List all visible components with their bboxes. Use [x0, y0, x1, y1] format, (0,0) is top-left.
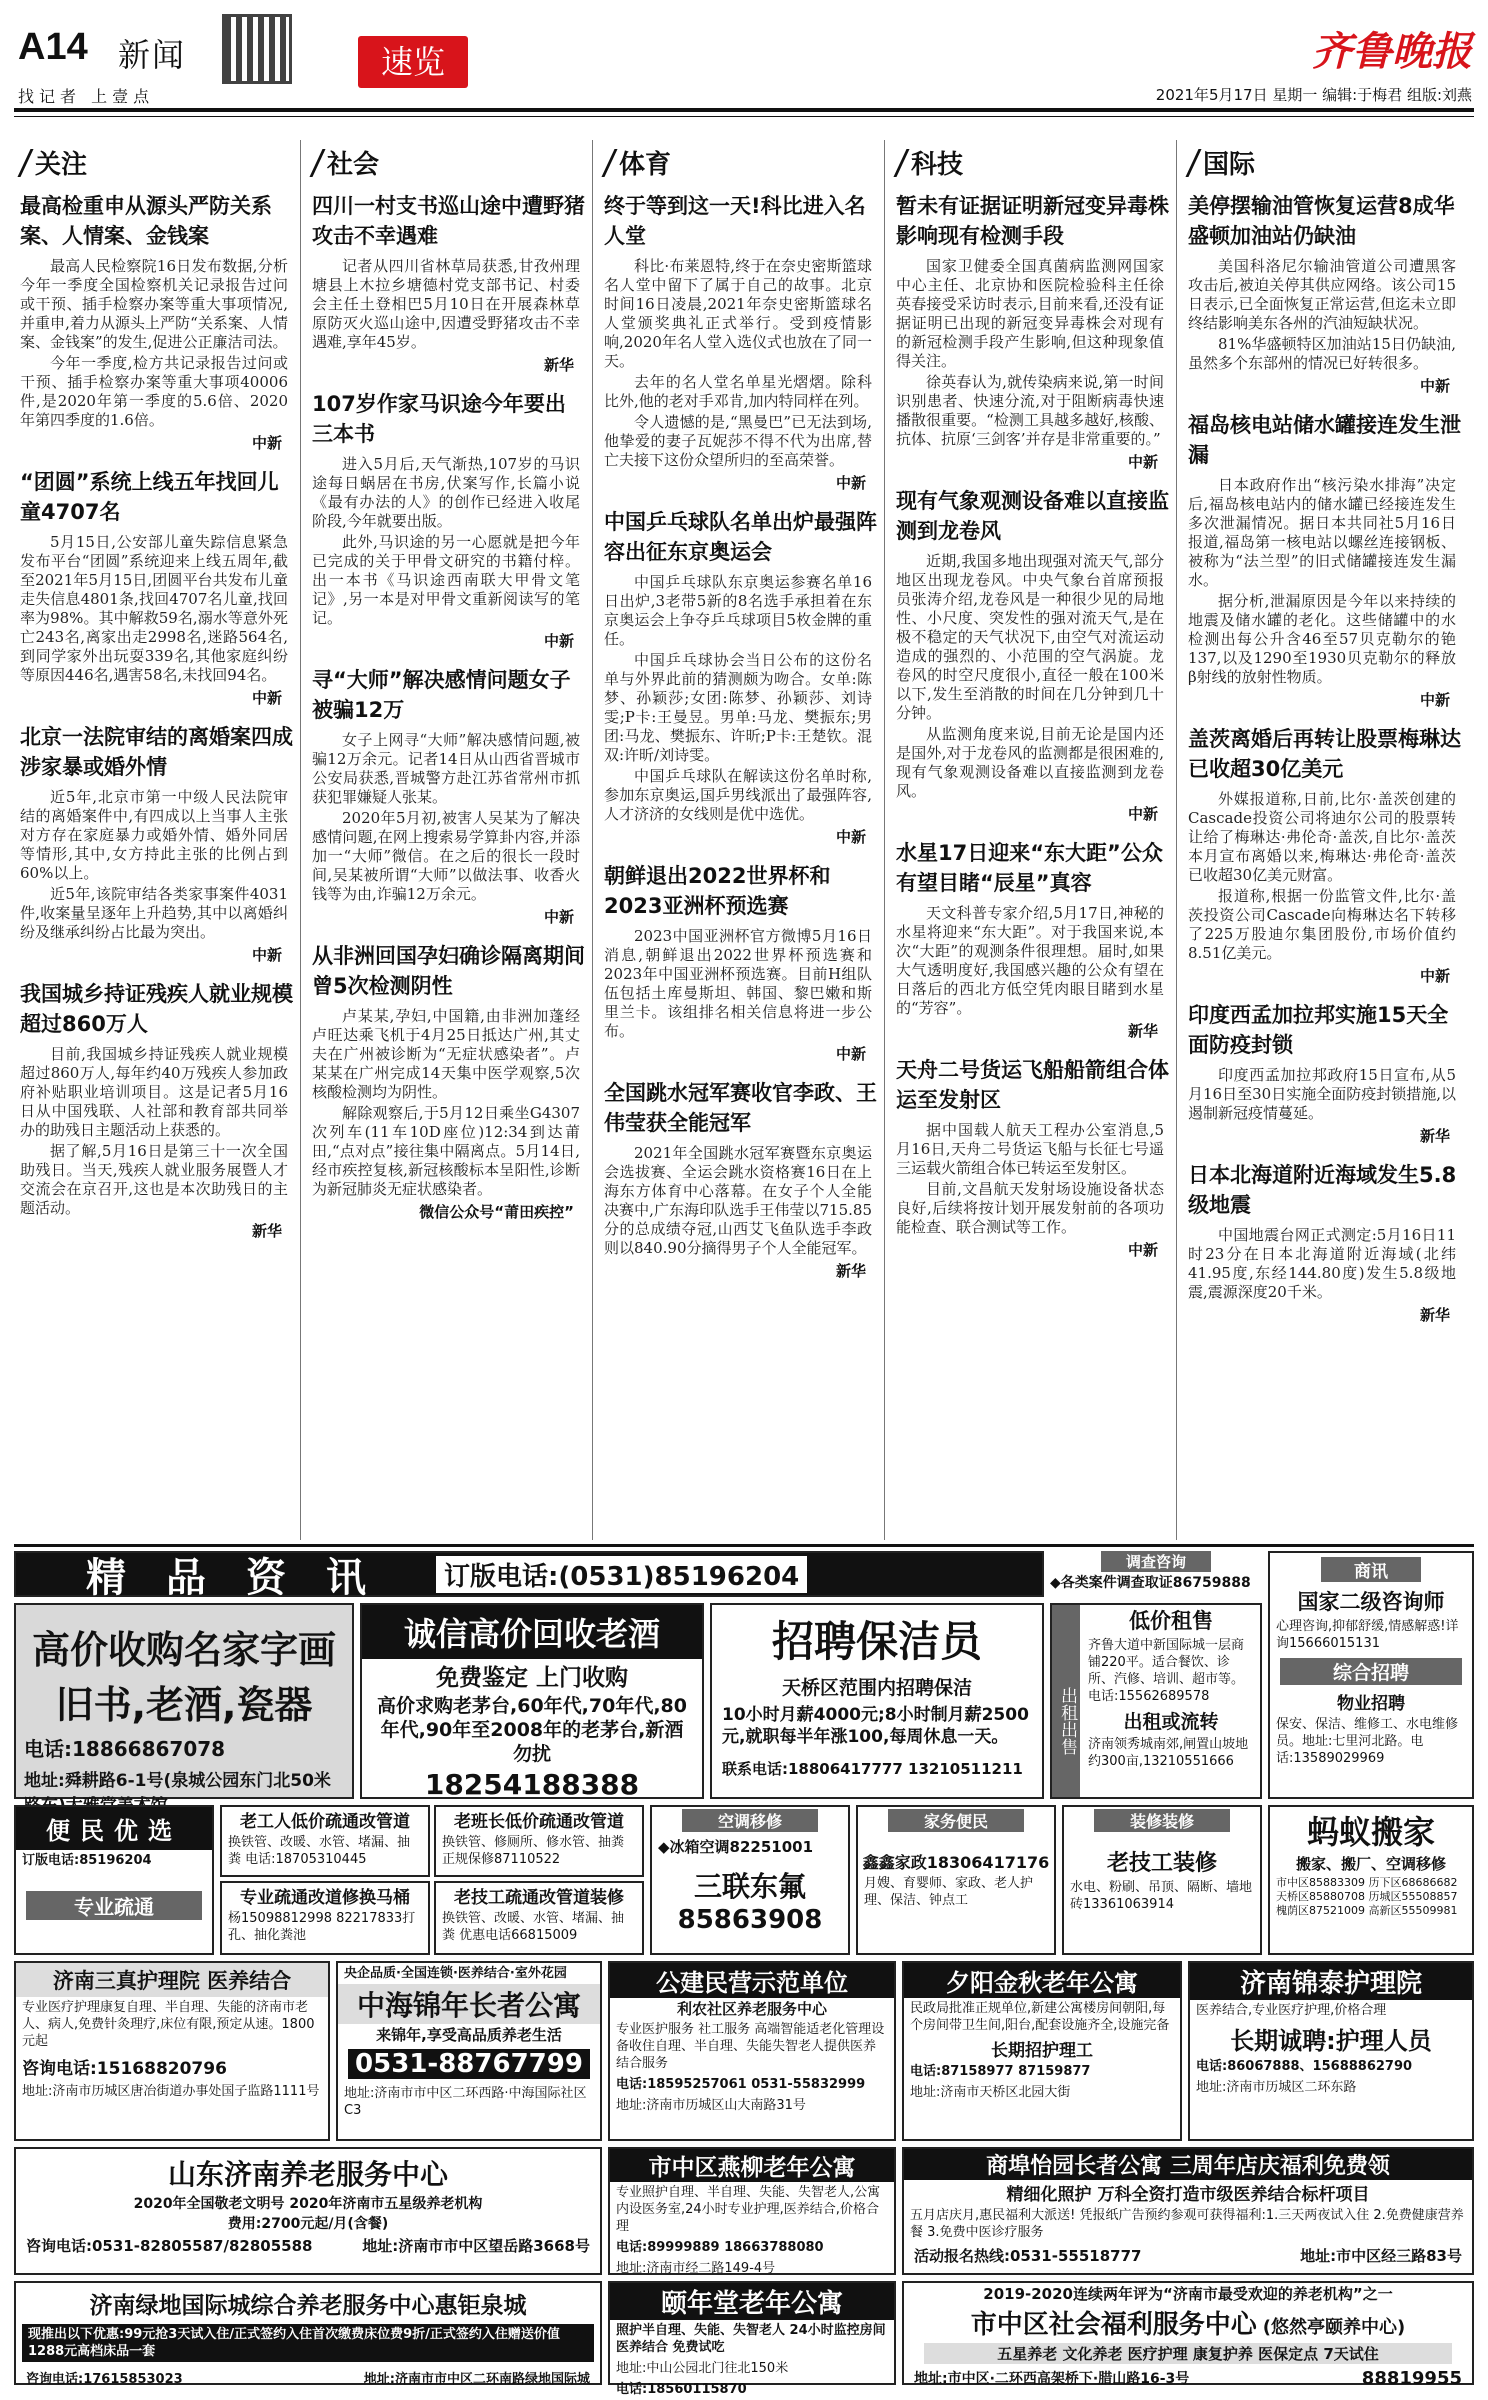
article-paragraph: 近期,我国多地出现强对流天气,部分地区出现龙卷风。中央气象台首席预报员张涛介绍,龙卷风是一种很少见的局地性、小尺度、突发性的强对流天气,是在极不稳定的天气状况下,由空气对流运动造成的强烈的、小范围的空气涡旋。龙卷风的时空尺度很小,直径一般在100米以下,发生至消散的时间在几分钟到几十分钟。 [896, 552, 1164, 722]
article-source: 中新 [1127, 1241, 1158, 1259]
column-category [1192, 144, 1462, 181]
article-paragraph: 据中国载人航天工程办公室消息,5月16日,天舟二号货运飞船与长征七号遥三运载火箭组合体已转运至发射区。 [896, 1121, 1164, 1177]
ad-phone: 联系电话:18806417777 13210511211 [722, 1760, 1023, 1778]
news-columns [14, 122, 1474, 1540]
article-headline[interactable]: 最高检重申从源头严防关系案、人情案、金钱案 [20, 194, 272, 248]
column-divider [1176, 140, 1177, 1540]
article-paragraph: 此外,马识途的另一心愿就是把今年已完成的关于甲骨文研究的书籍付梓。出一本书《马识途西南联大甲骨文笔记》,另一本是对甲骨文重新阅读写的笔记。 [312, 533, 580, 627]
ad-body: 换铁管、改暖、水管、堵漏、抽粪 电话:18705310445 [228, 1835, 411, 1867]
article-source: 中新 [835, 474, 866, 492]
ad-subtitle: 央企品质·全国连锁·医养结合·室外花园 [344, 1966, 567, 1981]
ad-linong [608, 1961, 896, 2141]
column-divider [592, 140, 593, 1540]
ad-phone: 85863908 [677, 1905, 823, 1935]
article-headline[interactable]: 北京一法院审结的离婚案四成涉家暴或婚外情 [20, 725, 293, 779]
ad-subtitle: 精细化照护 万科全资打造市级医养结合标杆项目 [1006, 2185, 1370, 2205]
ad-phone: 电话:89999889 18663788080 [616, 2240, 824, 2255]
article-source: 中新 [1419, 691, 1450, 709]
ad-title: 国家二级咨询师 [1297, 1590, 1445, 1614]
column-category [316, 144, 586, 181]
ad-title: 济南三真护理院 医养结合 [16, 1963, 328, 1997]
article-source: 新华 [1419, 1306, 1450, 1324]
category-slash-icon [17, 149, 33, 177]
ad-title: 中海锦年长者公寓 [338, 1984, 600, 2024]
article-headline[interactable]: 我国城乡持证残疾人就业规模超过860万人 [20, 982, 293, 1036]
ad-tag: 装修装修 [1094, 1809, 1230, 1832]
ad-jinan-elderly [14, 2147, 602, 2275]
ad-phone: 咨询电话:15168820796 [22, 2059, 227, 2079]
ad-name: 三联东氟 [693, 1870, 806, 1903]
ad-body: 2020年全国敬老文明号 2020年济南市五星级养老机构 [133, 2196, 483, 2212]
ad-body: 月嫂、育婴师、家政、老人护理、保洁、钟点工 [864, 1876, 1034, 1908]
ad-plumbing-1 [220, 1805, 430, 1877]
ad-body: 医养结合,专业医疗护理,价格合理 [1196, 2003, 1387, 2018]
column-category [608, 144, 878, 181]
article-paragraph: 记者从四川省林草局获悉,甘孜州理塘县上木拉乡塘德村党支部书记、村委会主任土登相巴5月10日在开展森林草原防灭火巡山途中,因遭受野猪攻击不幸遇难,享年45岁。 [312, 257, 580, 351]
article-paragraph: 中国地震台网正式测定:5月16日11时23分在日本北海道附近海域(北纬41.95度,东经144.80度)发生5.8级地震,震源深度20千米。 [1188, 1226, 1456, 1301]
ad-address: 地址:中山公园北门往北150米 [616, 2361, 789, 2376]
article-paragraph: 近5年,北京市第一中级人民法院审结的离婚案件中,有四成以上当事人主张对方存在家庭暴力或婚外情、婚外同居等情形,其中,女方持此主张的比例占到60%以上。 [20, 788, 288, 882]
ad-title: 便民优选 [16, 1807, 212, 1850]
category-label: 国际 [1203, 150, 1256, 180]
ad-phone: 电话:87158977 87159877 [910, 2064, 1091, 2079]
ad-line: 长期诚聘:护理人员 [1230, 2027, 1432, 2055]
article-paragraph: 今年一季度,检方共记录报告过问或干预、插手检察办案等重大事项40006件,是2020年第一季度的5.6倍、2020年第四季度的1.6倍。 [20, 354, 288, 429]
ad-moving [1268, 1805, 1474, 1955]
ad-plumbing-4 [434, 1881, 644, 1955]
ad-body: 杨15098812998 82217833打孔、抽化粪池 [228, 1911, 416, 1943]
ad-subtitle: 物业招聘 [1337, 1694, 1405, 1714]
ad-phone: 咨询电话:17615853023 [26, 2372, 183, 2387]
ad-title: 专业疏通改道修换马桶 [240, 1888, 410, 1908]
article-paragraph: 2020年5月初,被害人吴某为了解决感情问题,在网上搜索易学算卦内容,并添加一“大师”微信。在之后的很长一段时间,吴某被所谓“大师”以做法事、收香火钱等为由,诈骗12万余元。 [312, 809, 580, 903]
ad-body: 高价求购老茅台,60年代,70年代,80年代,90年至2008年的老茅台,新酒勿扰 [377, 1695, 687, 1765]
article-paragraph: 从监测角度来说,目前无论是国内还是国外,对于龙卷风的监测都是很困难的,现有气象观测设备难以直接监测到龙卷风。 [896, 725, 1164, 800]
article-headline[interactable]: 印度西孟加拉邦实施15天全面防疫封锁 [1188, 1003, 1449, 1057]
qr-code-icon [222, 14, 292, 84]
article-paragraph: 据分析,泄漏原因是今年以来持续的地震及储水罐的老化。这些储罐中的水检测出每公升含46至57贝克勒尔的铯137,以及1290至1930贝克勒尔的释放β射线的放射性物质。 [1188, 592, 1456, 686]
ad-renovation [1062, 1805, 1262, 1955]
ad-lvdi [14, 2281, 602, 2385]
article-paragraph: 2021年全国跳水冠军赛暨东京奥运会选拔赛、全运会跳水资格赛16日在上海东方体育中心落幕。在女子个人全能决赛中,广东海印队选手王伟莹以715.85分的总成绩夺冠,山西艾飞鱼队选手李政则以840.90分摘得男子个人全能冠军。 [604, 1144, 872, 1257]
article-headline[interactable]: 朝鲜退出2022世界杯和2023亚洲杯预选赛 [604, 864, 831, 918]
ad-address: 地址:市中区·二环西高架桥下·腊山路16-3号 [914, 2371, 1190, 2387]
column-category [900, 144, 1170, 181]
article-paragraph: 进入5月后,天气渐热,107岁的马识途每日蜗居在书房,伏案写作,长篇小说《最有办法的人》的创作已经进入收尾阶段,今年就要出版。 [312, 455, 580, 530]
ad-nursing-sanzhen [14, 1961, 330, 2141]
ad-body: 现推出以下优惠:99元抢3天试入住/正式签约入住首次缴费床位费9折/正式签约入住赠送价值1288元高档床品一套 [22, 2324, 594, 2362]
ad-plumbing-2 [434, 1805, 644, 1877]
ad-line: ◆冰箱空调82251001 [658, 1838, 814, 1856]
ad-address: 地址:济南市天桥区北园大街 [910, 2085, 1071, 2100]
ad-body: 齐鲁大道中新国际城一层商铺220平。适合餐饮、诊所、汽修、培训、超市等。电话:15562689578 [1088, 1638, 1245, 1704]
newspaper-logo: 齐鲁晚报 [1312, 28, 1472, 75]
article-paragraph: 5月15日,公安部儿童失踪信息紧急发布平台“团圆”系统迎来上线五周年,截至2021年5月15日,团圆平台共发布儿童走失信息4801条,找回4707名儿童,找回率为98%。其中解救59名,溺水等意外死亡243名,离家出走2998名,迷路564名,到同学家外出玩耍339名,其他家庭纠纷等原因446名,遇害58名,未找回94名。 [20, 533, 288, 684]
ad-title: 颐年堂老年公寓 [610, 2283, 894, 2320]
ad-title: 济南绿地国际城综合养老服务中心惠钜泉城 [89, 2293, 527, 2319]
ad-title: 市中区社会福利服务中心 [970, 2310, 1257, 2340]
article-headline[interactable]: 四川一村支书巡山途中遭野猪攻击不幸遇难 [312, 194, 585, 248]
news-column [1182, 122, 1462, 1540]
ad-tag: 空调移修 [682, 1809, 818, 1832]
ad-phone: 18254188388 [424, 1768, 640, 1801]
ad-address: 地址:济南市历城区山大南路31号 [616, 2098, 806, 2113]
article-source: 新华 [835, 1262, 866, 1280]
ad-body: 水电、粉刷、吊顶、隔断、墙地砖13361063914 [1070, 1880, 1253, 1912]
ad-phone: 88819955 [1361, 2368, 1462, 2389]
article-paragraph: 2023中国亚洲杯官方微博5月16日消息,朝鲜退出2022世界杯预选赛和2023年中国亚洲杯预选赛。目前H组队伍包括土库曼斯坦、韩国、黎巴嫩和斯里兰卡。该组排名相关信息将进一步公布。 [604, 927, 872, 1040]
category-label: 科技 [911, 150, 964, 180]
ad-body: 换铁管、修厕所、修水管、抽粪正规保修87110522 [442, 1835, 625, 1867]
article-headline[interactable]: 中国乒乓球队名单出炉最强阵容出征东京奥运会 [604, 510, 877, 564]
category-slash-icon [309, 149, 325, 177]
article-source: 中新 [251, 689, 282, 707]
ad-body: 济南领秀城南郊,闸置山坡地约300亩,13210551666 [1088, 1737, 1249, 1769]
section-name: 新闻 [118, 36, 187, 74]
ad-title: 老技工疏通改管道装修 [454, 1888, 624, 1908]
article-source: 新华 [251, 1222, 282, 1240]
ad-banner [14, 1551, 1044, 1601]
news-column [14, 122, 294, 1540]
ad-phone: 活动报名热线:0531-55518777 [914, 2247, 1142, 2265]
article-paragraph: 目前,我国城乡持证残疾人就业规模超过860万人,每年约40万残疾人参加政府补贴职业培训项目。这是记者5月16日从中国残联、人社部和教育部共同举办的助残日主题活动上获悉的。 [20, 1045, 288, 1139]
article-paragraph: 科比·布莱恩特,终于在奈史密斯篮球名人堂中留下了属于自己的故事。北京时间16日凌晨,2021年奈史密斯篮球名人堂颁奖典礼正式举行。受到疫情影响,2020年名人堂入选仪式也放在了同一天。 [604, 257, 872, 370]
ad-calligraphy [14, 1603, 354, 1799]
ad-address: 地址:市中区经三路83号 [1300, 2247, 1462, 2265]
ad-address: 地址:济南市市中区望岳路3668号 [362, 2237, 590, 2255]
ad-recruit [710, 1603, 1044, 1799]
ad-subtitle: (悠然亭颐养中心) [1262, 2317, 1406, 2338]
article-source: 中新 [251, 434, 282, 452]
ad-consulting [1268, 1551, 1474, 1799]
column-category [24, 144, 294, 181]
banner-title: 精品资讯 [86, 1554, 406, 1601]
news-column [890, 122, 1170, 1540]
ad-address: 地址:济南市历城区二环东路 [1196, 2080, 1357, 2095]
ad-body: 来锦年,享受高品质养老生活 [376, 2026, 562, 2044]
ad-zhonghai [336, 1961, 602, 2141]
ad-title: 高价收购名家字画 [31, 1628, 336, 1672]
article-paragraph: 天文科普专家介绍,5月17日,神秘的水星将迎来“东大距”。对于我国来说,本次“大距”的观测条件很理想。届时,如果大气透明度好,我国感兴趣的公众有望在日落后的西北方低空凭肉眼目睹到水星的“芳容”。 [896, 904, 1164, 1017]
ad-xiyang [902, 1961, 1182, 2141]
header-rule-thin [14, 116, 1474, 117]
issue-meta: 2021年5月17日 星期一 编辑:于梅君 组版:刘燕 [1155, 86, 1472, 104]
ad-subtitle: 旧书,老酒,瓷器 [55, 1683, 313, 1727]
ad-address: 地址:济南市市中区二环南路绿地国际城 [363, 2372, 590, 2387]
article-headline[interactable]: 现有气象观测设备难以直接监测到龙卷风 [896, 489, 1169, 543]
article-headline[interactable]: 福岛核电站储水罐接连发生泄漏 [1188, 413, 1461, 467]
ad-address: 地址:济南市历城区唐冶街道办事处国子监路1111号 [22, 2084, 320, 2099]
article-paragraph: 国家卫健委全国真菌病监测网国家中心主任、北京协和医院检验科主任徐英春接受采访时表示,目前来看,还没有证据证明已出现的新冠变异毒株会对现有的新冠检测手段产生影响,但这种现象值得关注。 [896, 257, 1164, 370]
ad-yinian [608, 2281, 896, 2397]
article-source: 微信公众号“莆田疾控” [419, 1203, 574, 1221]
article-source: 中新 [835, 828, 866, 846]
ad-body: 专业医疗护理康复自理、半自理、失能的济南市老人、病人,免费针灸理疗,床位有限,预定从速。1800元起 [22, 2000, 315, 2049]
ad-phone: 电话:18595257061 0531-55832999 [616, 2077, 866, 2092]
article-source: 中新 [543, 632, 574, 650]
banner-phone: 订版电话:(0531)85196204 [436, 1556, 807, 1593]
category-label: 社会 [327, 150, 380, 180]
ad-body: 市中区85883309 历下区68686682 天桥区85880708 历城区55508857 槐荫区87521009 高新区55509981 [1276, 1876, 1458, 1917]
ad-subtitle: 天桥区范围内招聘保洁 [781, 1677, 972, 1699]
ad-body: 搬家、搬厂、空调移修 [1295, 1855, 1446, 1873]
article-source: 中新 [1127, 453, 1158, 471]
ad-housekeeping [856, 1805, 1056, 1955]
article-paragraph: 最高人民检察院16日发布数据,分析今年一季度全国检察机关记录报告过问或干预、插手检察办案等重大事项情况,并重申,着力从源头上严防“关系案、人情案、金钱案”的发生,促进公正廉洁司法。 [20, 257, 288, 351]
article-headline[interactable]: 暂未有证据证明新冠变异毒株影响现有检测手段 [896, 194, 1169, 248]
article-paragraph: 解除观察后,于5月12日乘坐G4307次列车(11车10D座位)12:34到达莆田,“点对点”接往集中隔离点。5月14日,经市疾控复核,新冠核酸标本呈阳性,诊断为新冠肺炎无症状感染者。 [312, 1104, 580, 1198]
article-headline[interactable]: 日本北海道附近海域发生5.8级地震 [1188, 1163, 1457, 1217]
ad-plumbing-3 [220, 1881, 430, 1955]
ad-aircon [650, 1805, 850, 1955]
ad-shangbu [902, 2147, 1474, 2275]
ad-title: 山东济南养老服务中心 [167, 2158, 448, 2191]
article-paragraph: 女子上网寻“大师”解决感情问题,被骗12万余元。记者14日从山西省晋城市公安局获悉,晋城警方赴江苏省常州市抓获犯罪嫌疑人张某。 [312, 731, 580, 806]
article-paragraph: 外媒报道称,日前,比尔·盖茨创建的Cascade投资公司将迪尔公司的股票转让给了梅琳达·弗伦奇·盖茨,自比尔·盖茨本月宣布离婚以来,梅琳达·弗伦奇·盖茨已收超30亿美元财富。 [1188, 790, 1456, 884]
article-paragraph: 卢某某,孕妇,中国籍,由非洲加蓬经卢旺达乘飞机于4月25日抵达广州,其丈夫在广州被诊断为“无症状感染者”。卢某某在广州完成14天集中医学观察,5次核酸检测均为阴性。 [312, 1007, 580, 1101]
ad-yanliu [608, 2147, 896, 2275]
article-headline[interactable]: 107岁作家马识途今年要出三本书 [312, 392, 566, 446]
ad-rental [1050, 1603, 1262, 1799]
article-source: 新华 [1419, 1127, 1450, 1145]
ad-address: 地址:舜耕路6-1号(泉城公园东门北50米 [24, 1771, 331, 1791]
ad-title: 夕阳金秋老年公寓 [904, 1963, 1180, 1998]
ad-subtitle: 免费鉴定 上门收购 [435, 1665, 628, 1691]
ad-title: 市中区燕柳老年公寓 [610, 2149, 894, 2182]
article-paragraph: 徐英春认为,就传染病来说,第一时间识别患者、快速分流,对于阻断病毒快速播散很重要。“检测工具越多越好,核酸、抗体、抗原‘三剑客’并存是非常重要的。” [896, 373, 1164, 448]
ad-price: 费用:2700元起/月(含餐) [227, 2216, 389, 2232]
ad-title: 商埠怡园长者公寓 三周年店庆福利免费领 [904, 2149, 1472, 2180]
ad-title: 老工人低价疏通改管道 [240, 1812, 410, 1832]
ad-name: 老技工装修 [1106, 1851, 1217, 1876]
article-headline[interactable]: 美停摆输油管恢复运营8成华盛顿加油站仍缺油 [1188, 194, 1455, 248]
article-source: 中新 [543, 908, 574, 926]
ad-tag: 出租出售 [1052, 1605, 1080, 1797]
ad-body: 五星养老 文化养老 医疗护理 康复护养 医保定点 7天试住 [924, 2343, 1452, 2364]
article-headline[interactable]: “团圆”系统上线五年找回儿童4707名 [20, 470, 279, 524]
article-source: 新华 [1127, 1022, 1158, 1040]
article-paragraph: 美国科洛尼尔输油管道公司遭黑客攻击后,被迫关停其供应网络。该公司15日表示,已全面恢复正常运营,但迄未立即终结影响美东各州的汽油短缺状况。 [1188, 257, 1456, 332]
article-headline[interactable]: 终于等到这一天!科比进入名人堂 [604, 194, 866, 248]
ad-phone: 电话:86067888、15688862790 [1196, 2059, 1413, 2074]
ad-jintai [1188, 1961, 1474, 2141]
article-paragraph: 据了解,5月16日是第三十一次全国助残日。当天,残疾人就业服务展暨人才交流会在京召开,这也是本次助残日的主题活动。 [20, 1142, 288, 1217]
ad-subtitle: 利农社区养老服务中心 [676, 2000, 827, 2018]
ad-phone: 咨询电话:0531-82805587/82805588 [26, 2237, 313, 2255]
ad-address: 地址:济南市经二路149-4号 [616, 2261, 776, 2276]
ad-tag: 调查咨询 [1101, 1551, 1211, 1572]
article-headline[interactable]: 水星17日迎来“东大距”公众有望目睹“辰星”真容 [896, 841, 1163, 895]
column-divider [884, 140, 885, 1540]
ad-address: 地址:济南市市中区二环西路·中海国际社区C3 [344, 2086, 587, 2118]
ad-body: 换铁管、改暖、水管、堵漏、抽粪 优惠电话66815009 [442, 1911, 625, 1943]
article-source: 新华 [543, 356, 574, 374]
ad-tag: 商讯 [1321, 1557, 1421, 1582]
ad-body: 心理咨询,抑郁舒缓,情感解惑!详询15666015131 [1276, 1619, 1459, 1651]
ad-title: 济南锦泰护理院 [1190, 1963, 1472, 2000]
ad-investigation [1050, 1551, 1262, 1599]
article-source: 中新 [1419, 967, 1450, 985]
news-column [598, 122, 878, 1540]
ad-tag: 家务便民 [888, 1809, 1024, 1832]
ad-body: 专业医护服务 社工服务 高端智能适老化管理设备收住自理、半自理、失能失智老人提供医养结合服务 [616, 2022, 885, 2071]
article-paragraph: 去年的名人堂名单星光熠熠。除科比外,他的老对手邓肯,加内特同样在列。 [604, 373, 872, 410]
header-rule [14, 108, 1474, 112]
ad-liquor [360, 1603, 704, 1799]
ad-body: 五月店庆月,惠民福利大派送! 凭报纸广告预约参观可获得福利:1.三天两夜试入住 2.免费健康营养餐 3.免费中医诊疗服务 [910, 2208, 1464, 2240]
article-paragraph: 81%华盛顿特区加油站15日仍缺油,虽然多个东部州的情况已好转很多。 [1188, 335, 1456, 372]
article-paragraph: 印度西孟加拉邦政府15日宣布,从5月16日至30日实施全面防疫封锁措施,以遏制新冠疫情蔓延。 [1188, 1066, 1456, 1122]
section-tag: 速览 [358, 36, 468, 88]
ad-subtitle: 出租或流转 [1123, 1711, 1219, 1733]
ad-tag: 专业疏通 [26, 1891, 202, 1920]
page-number: A14 [18, 26, 88, 68]
article-source: 中新 [1127, 805, 1158, 823]
ad-shizhong-welfare [902, 2281, 1474, 2389]
ad-line: ◆各类案件调查取证86759888 [1050, 1575, 1251, 1591]
ad-convenience [14, 1805, 214, 1955]
article-paragraph: 令人遗憾的是,“黑曼巴”已无法到场,他挚爱的妻子瓦妮莎不得不代为出席,替亡夫接下这份众望所归的至高荣誉。 [604, 413, 872, 469]
category-slash-icon [893, 149, 909, 177]
ad-body: 保安、保洁、维修工、水电维修员。地址:七里河北路。电话:13589029969 [1276, 1717, 1459, 1766]
ad-phone: 电话:18560115870 [616, 2382, 747, 2397]
ad-title: 低价租售 [1129, 1609, 1213, 1633]
column-divider [300, 140, 301, 1540]
article-paragraph: 中国乒乓球队东京奥运参赛名单16日出炉,3老带5新的8名选手承担着在东京奥运会上争夺乒乓球项目5枚金牌的重任。 [604, 573, 872, 648]
article-headline[interactable]: 天舟二号货运飞船船箭组合体运至发射区 [896, 1058, 1169, 1112]
ad-name: 鑫鑫家政18306417176 [862, 1853, 1050, 1872]
article-paragraph: 目前,文昌航天发射场设施设备状态良好,后续将按计划开展发射前的各项功能检查、联合测试等工作。 [896, 1180, 1164, 1236]
ad-title: 老班长低价疏通改管道 [454, 1812, 624, 1832]
ad-body: 10小时月薪4000元;8小时制月薪2500元,就职每半年涨100,每周休息一天。 [722, 1705, 1029, 1747]
article-headline[interactable]: 从非洲回国孕妇确诊隔离期间曾5次检测阴性 [312, 944, 585, 998]
article-paragraph: 报道称,根据一份监管文件,比尔·盖茨投资公司Cascade向梅琳达名下转移了225万股迪尔集团股份,市场价值约8.51亿美元。 [1188, 887, 1456, 962]
article-paragraph: 日本政府作出“核污染水排海”决定后,福岛核电站内的储水罐已经接连发生多次泄漏情况。据日本共同社5月16日报道,福岛第一核电站以螺丝连接钢板、被称为“法兰型”的旧式储罐接连发生漏水。 [1188, 476, 1456, 589]
ad-phone: 电话:18866867078 [24, 1737, 226, 1761]
ad-title: 诚信高价回收老酒 [362, 1605, 702, 1659]
news-column [306, 122, 586, 1540]
article-headline[interactable]: 全国跳水冠军赛收官李政、王伟莹获全能冠军 [604, 1081, 877, 1135]
page-header [0, 0, 1488, 118]
ad-section [14, 1544, 1474, 2397]
article-paragraph: 近5年,该院审结各类家事案件4031件,收案量呈逐年上升趋势,其中以离婚纠纷及继承纠纷占比最为突出。 [20, 885, 288, 941]
ad-line: 长期招护理工 [991, 2041, 1093, 2061]
ad-title: 综合招聘 [1280, 1658, 1462, 1685]
ad-title: 招聘保洁员 [771, 1617, 982, 1666]
article-headline[interactable]: 盖茨离婚后再转让股票梅琳达已收超30亿美元 [1188, 727, 1461, 781]
article-paragraph: 中国乒乓球协会当日公布的这份名单与外界此前的猜测颇为吻合。女单:陈梦、孙颖莎;女团:陈梦、孙颖莎、刘诗雯;P卡:王曼昱。男单:马龙、樊振东;男团:马龙、樊振东、许昕;P卡:王楚钦。混双:许昕/刘诗雯。 [604, 651, 872, 764]
article-source: 中新 [251, 946, 282, 964]
ad-body: 民政局批准正规单位,新建公寓楼房间朝阳,每个房间带卫生间,阳台,配套设施齐全,设施完备 [910, 2001, 1170, 2033]
ad-subtitle: 2019-2020连续两年评为“济南市最受欢迎的养老机构”之一 [983, 2285, 1393, 2303]
slogan: 找记者 上壹点 [18, 87, 155, 106]
category-slash-icon [601, 149, 617, 177]
ad-title: 蚂蚁搬家 [1306, 1813, 1435, 1851]
category-slash-icon [1185, 149, 1201, 177]
article-source: 中新 [1419, 377, 1450, 395]
category-label: 体育 [619, 150, 672, 180]
article-paragraph: 中国乒乓球队在解读这份名单时称,参加东京奥运,国乒男线派出了最强阵容,人才济济的女线则是优中选优。 [604, 767, 872, 823]
article-headline[interactable]: 寻“大师”解决感情问题女子被骗12万 [312, 668, 571, 722]
ad-body: 专业照护自理、半自理、失能、失智老人,公寓内设医务室,24小时专业护理,医养结合,价格合理 [616, 2185, 881, 2234]
ad-phone: 订版电话:85196204 [22, 1853, 152, 1868]
ad-phone: 0531-88767799 [348, 2049, 590, 2079]
category-label: 关注 [35, 150, 88, 180]
ad-title: 公建民营示范单位 [610, 1963, 894, 1998]
article-source: 中新 [835, 1045, 866, 1063]
ad-body: 照护半自理、失能、失智老人 24小时监控房间 医养结合 免费试吃 [616, 2323, 886, 2355]
